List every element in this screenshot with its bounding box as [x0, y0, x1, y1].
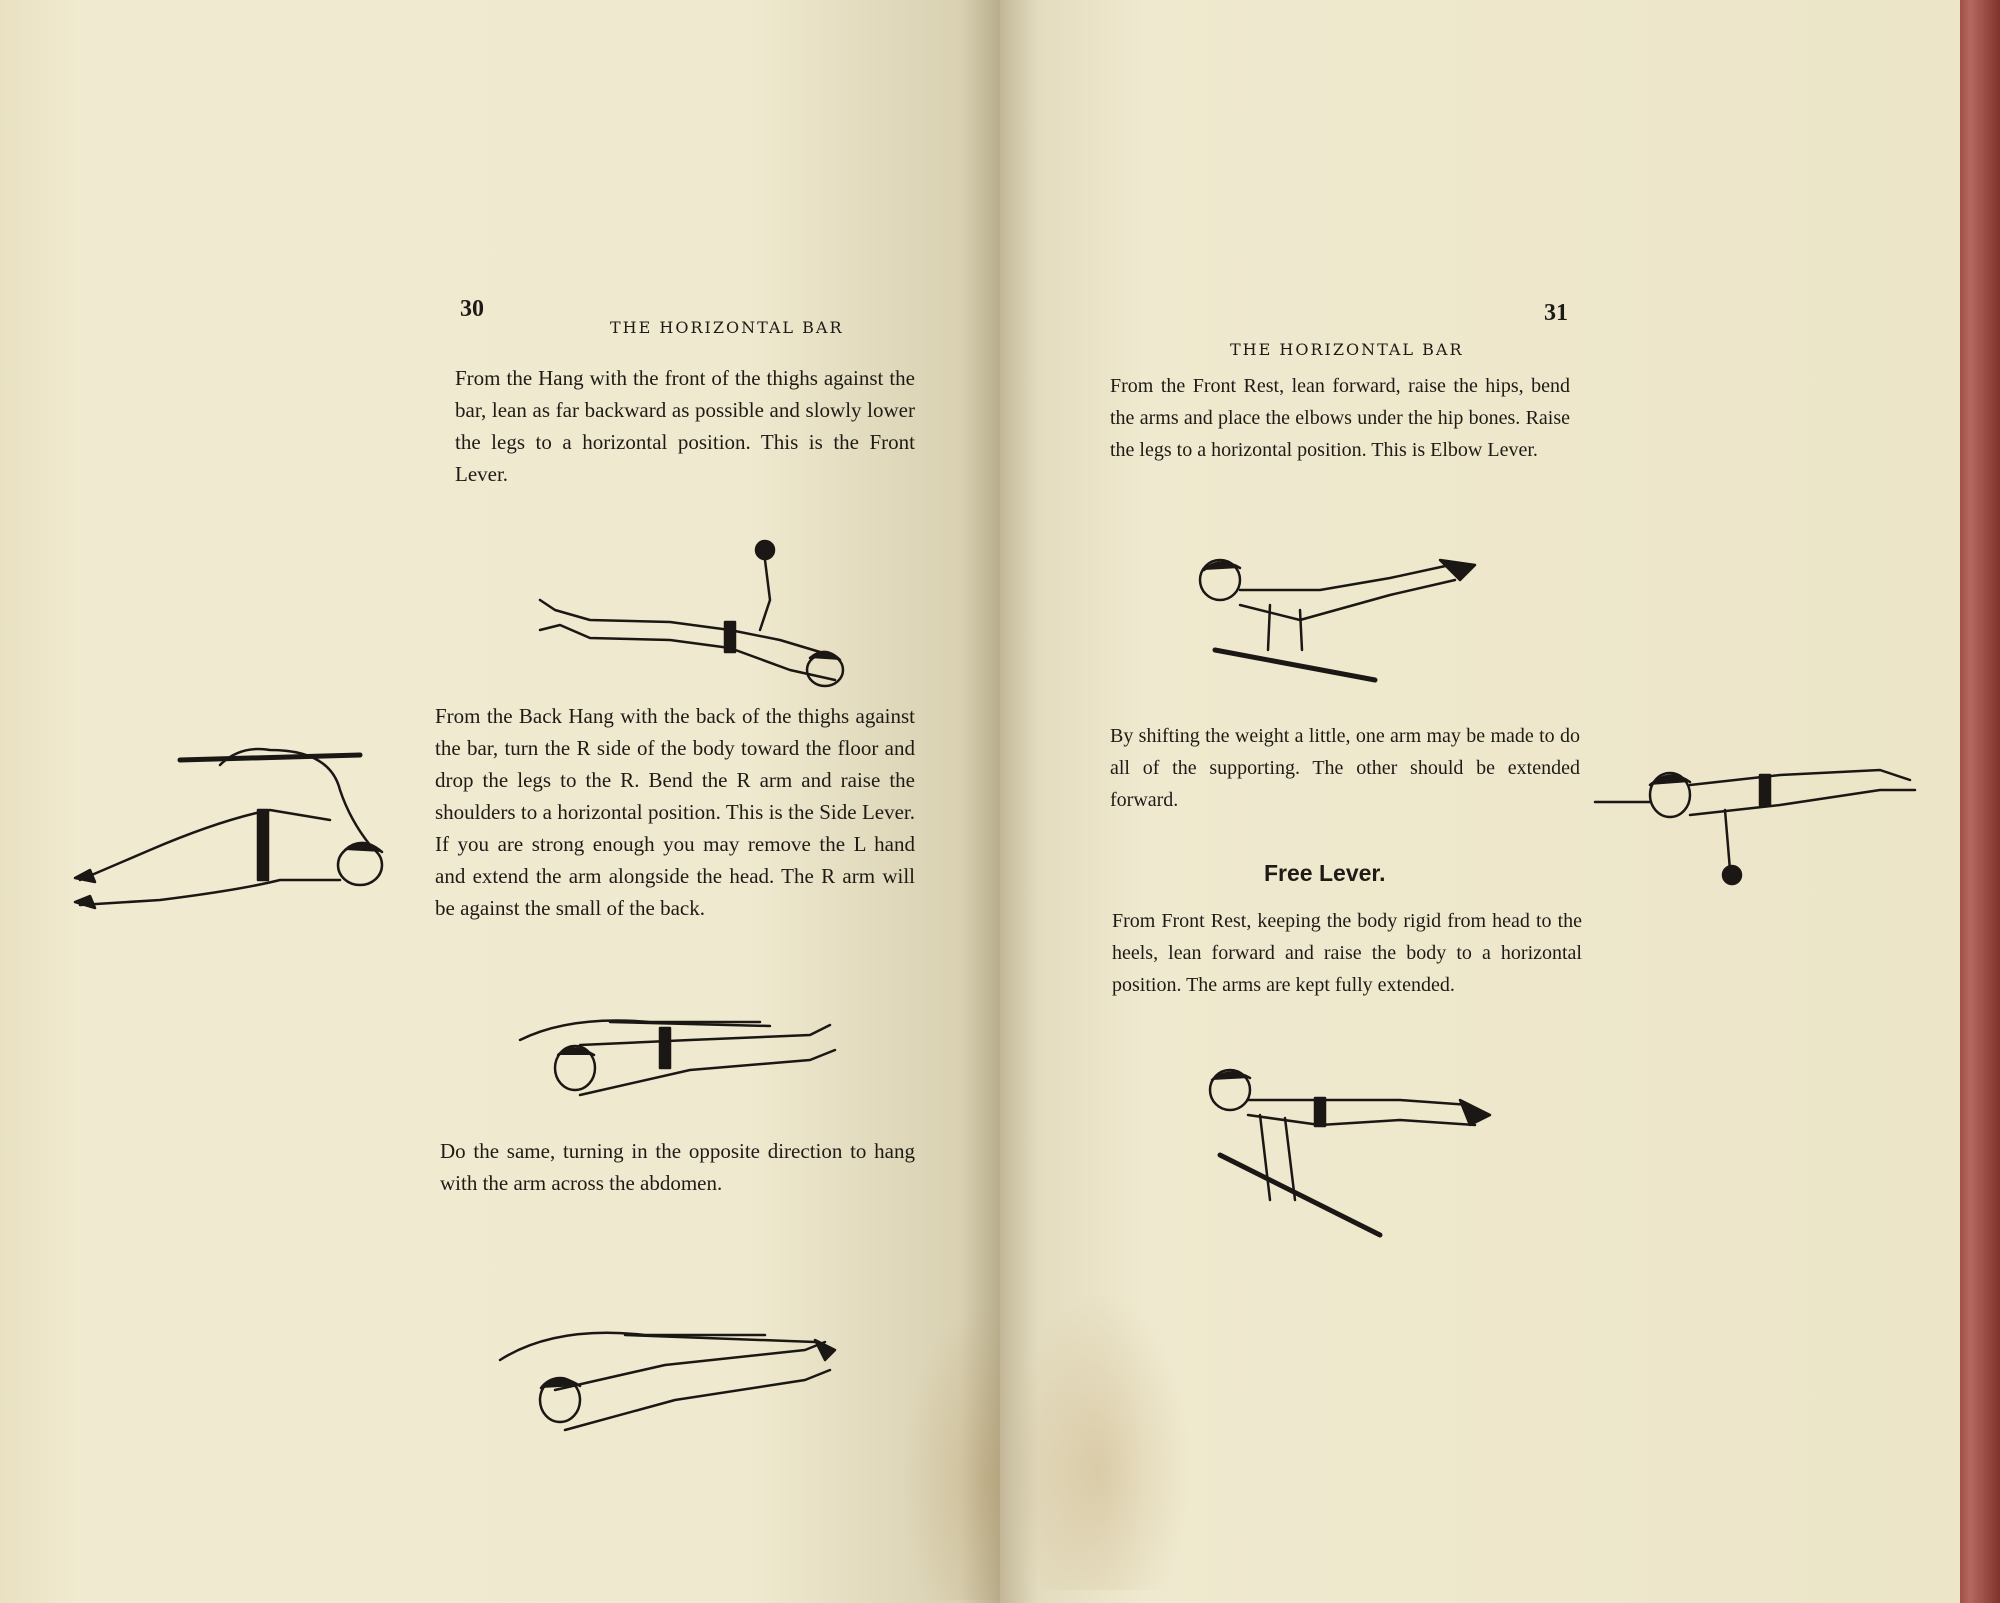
- water-stain: [1010, 1290, 1190, 1590]
- page-number: 31: [1544, 300, 1568, 326]
- right-page: [1000, 0, 1960, 1603]
- paragraph-side-lever: From the Back Hang with the back of the thighs against the bar, turn the R side of the body toward the floor and drop the legs to the R. Bend the R arm and raise the shoulders to a horizontal position. This is the Side Lever. If you are strong enough you may remove the L hand and extend the arm alongside the head. The R arm will be against the small of the back.: [435, 704, 915, 920]
- side-lever-arm-extended-figure: [510, 1010, 840, 1110]
- paragraph-elbow-lever: From the Front Rest, lean forward, raise the hips, bend the arms and place the elbows under the hip bones. Raise the legs to a horizontal position. This is Elbow Lever.: [1110, 375, 1570, 461]
- section-heading: Free Lever.: [1264, 860, 1386, 886]
- water-stain: [900, 1300, 1000, 1600]
- elbow-lever-figure: [1190, 550, 1480, 680]
- running-head: THE HORIZONTAL BAR: [1230, 340, 1464, 359]
- paragraph-free-lever: From Front Rest, keeping the body rigid from head to the heels, lean forward and raise the body to a horizontal position. The arms are kept fully extended.: [1112, 910, 1582, 996]
- running-head: THE HORIZONTAL BAR: [610, 318, 844, 337]
- paragraph-front-lever: From the Hang with the front of the thighs against the bar, lean as far backward as possible and slowly lower the legs to a horizontal position. This is the Front Lever.: [455, 366, 915, 486]
- one-arm-lever-figure: [1590, 760, 1930, 890]
- opposite-direction-figure: [495, 1320, 835, 1430]
- side-lever-figure: [70, 730, 380, 920]
- paragraph-opposite-direction: Do the same, turning in the opposite direction to hang with the arm across the abdomen.: [440, 1139, 915, 1195]
- paragraph-one-arm: By shifting the weight a little, one arm may be made to do all of the supporting. The other should be extended forward.: [1110, 725, 1580, 811]
- page-number: 30: [460, 296, 484, 322]
- front-lever-figure: [530, 530, 850, 700]
- free-lever-figure: [1200, 1070, 1500, 1250]
